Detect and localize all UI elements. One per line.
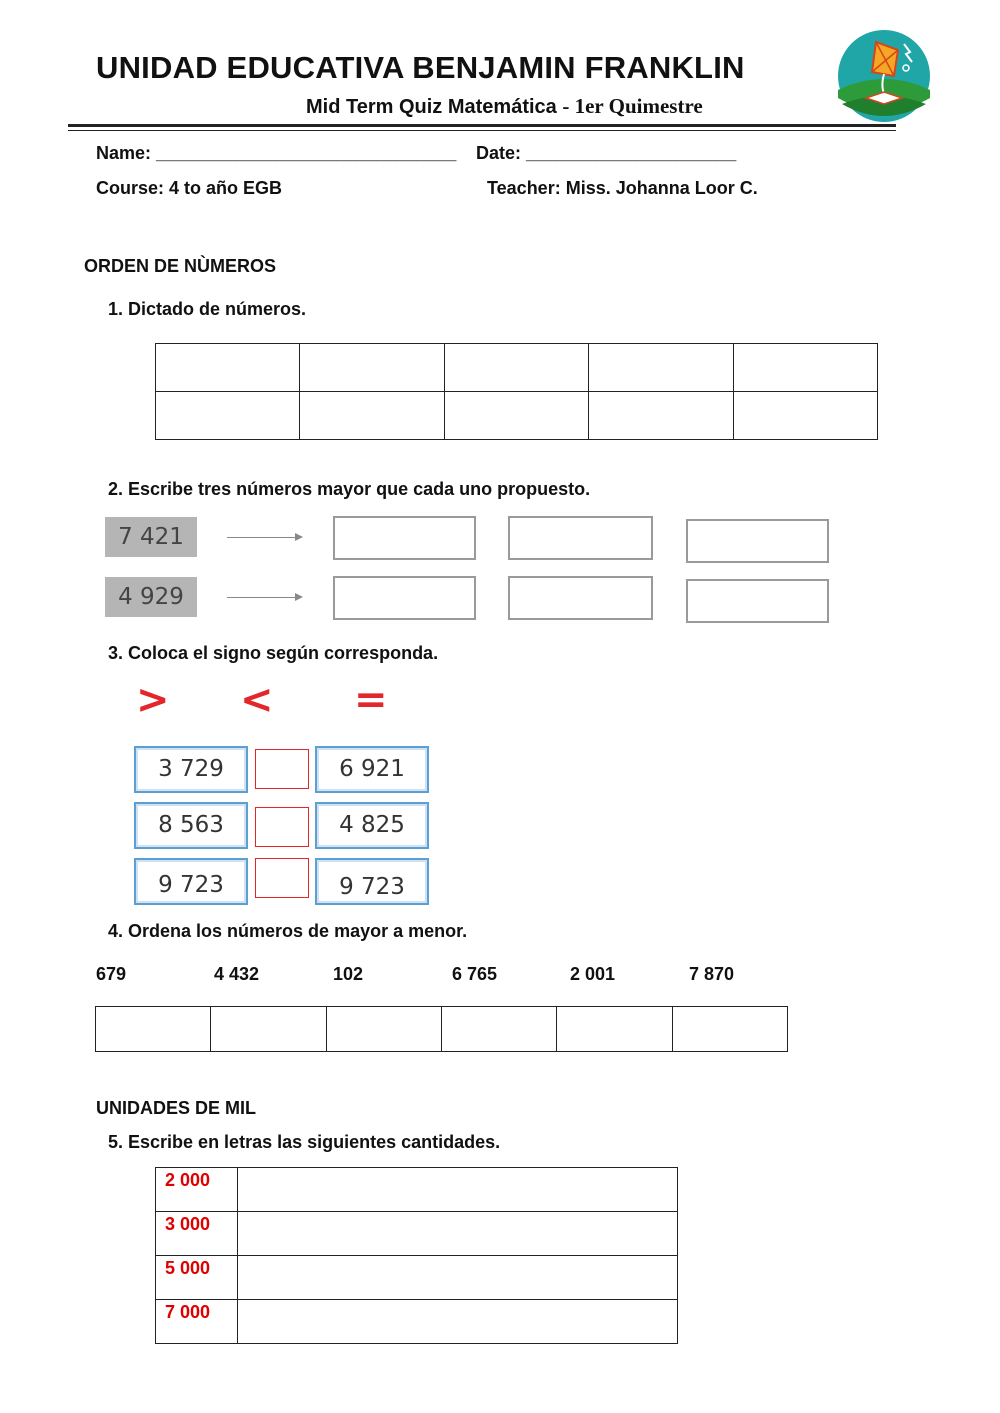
course-label: Course: 4 to año EGB xyxy=(96,178,283,198)
amount-cell: 7 000 xyxy=(156,1300,238,1344)
header-rule-thick xyxy=(68,124,896,127)
order-number: 2 001 xyxy=(570,964,616,984)
compare-left-number: 9 723 xyxy=(134,858,248,905)
sign-answer-box[interactable] xyxy=(255,807,309,847)
words-answer-cell[interactable] xyxy=(238,1256,678,1300)
quiz-title-text: Mid Term Quiz Matemática xyxy=(306,96,557,118)
dictation-table xyxy=(155,343,878,440)
question-1-label: 1. Dictado de números. xyxy=(108,299,307,319)
sign-answer-box[interactable] xyxy=(255,858,309,898)
dictation-cell[interactable] xyxy=(733,344,877,392)
question-5-label: 5. Escribe en letras las siguientes cantidades. xyxy=(108,1132,501,1152)
less-than-sign: < xyxy=(240,677,274,723)
dictation-cell[interactable] xyxy=(589,344,733,392)
order-answer-cell[interactable] xyxy=(211,1007,326,1052)
order-number: 102 xyxy=(333,964,364,984)
dictation-cell[interactable] xyxy=(444,392,588,440)
compare-left-number: 3 729 xyxy=(134,746,248,793)
question-2-label: 2. Escribe tres números mayor que cada uno propuesto. xyxy=(108,479,591,499)
dictation-cell[interactable] xyxy=(300,344,444,392)
equals-sign: = xyxy=(354,677,388,723)
dictation-cell[interactable] xyxy=(156,392,300,440)
teacher-label: Teacher: Miss. Johanna Loor C. xyxy=(487,178,758,198)
given-number: 7 421 xyxy=(105,517,197,557)
order-number: 6 765 xyxy=(452,964,498,984)
school-logo-icon xyxy=(836,28,932,124)
sign-answer-box[interactable] xyxy=(255,749,309,789)
order-number: 4 432 xyxy=(214,964,260,984)
given-number: 4 929 xyxy=(105,577,197,617)
compare-left-number: 8 563 xyxy=(134,802,248,849)
header-rule-thin xyxy=(68,130,896,131)
section-unidades-de-mil: UNIDADES DE MIL xyxy=(96,1098,257,1118)
answer-box[interactable] xyxy=(686,579,829,623)
answer-box[interactable] xyxy=(686,519,829,563)
question-3-label: 3. Coloca el signo según corresponda. xyxy=(108,643,439,663)
arrow-right-icon xyxy=(227,597,301,598)
dictation-cell[interactable] xyxy=(300,392,444,440)
name-field[interactable]: Name: ______________________________ xyxy=(96,143,457,163)
dictation-cell[interactable] xyxy=(156,344,300,392)
answer-box[interactable] xyxy=(508,516,653,560)
greater-than-sign: > xyxy=(136,677,170,723)
dictation-cell[interactable] xyxy=(589,392,733,440)
dictation-cell[interactable] xyxy=(733,392,877,440)
amount-words-table xyxy=(155,1167,678,1344)
amount-cell: 2 000 xyxy=(156,1168,238,1212)
compare-right-number: 6 921 xyxy=(315,746,429,793)
words-answer-cell[interactable] xyxy=(238,1168,678,1212)
date-field[interactable]: Date: _____________________ xyxy=(476,143,737,163)
order-answer-cell[interactable] xyxy=(441,1007,556,1052)
quiz-title xyxy=(306,94,703,119)
order-answer-cell[interactable] xyxy=(326,1007,441,1052)
answer-box[interactable] xyxy=(508,576,653,620)
answer-box[interactable] xyxy=(333,576,476,620)
quiz-term: - 1er Quimestre xyxy=(562,94,703,118)
amount-cell: 3 000 xyxy=(156,1212,238,1256)
question-4-label: 4. Ordena los números de mayor a menor. xyxy=(108,921,468,941)
words-answer-cell[interactable] xyxy=(238,1212,678,1256)
compare-right-number: 4 825 xyxy=(315,802,429,849)
school-name: UNIDAD EDUCATIVA BENJAMIN FRANKLIN xyxy=(96,50,745,85)
section-orden-numeros: ORDEN DE NÙMEROS xyxy=(84,256,277,276)
order-answer-table xyxy=(95,1006,788,1052)
words-answer-cell[interactable] xyxy=(238,1300,678,1344)
order-number: 7 870 xyxy=(689,964,735,984)
order-number: 679 xyxy=(96,964,127,984)
dictation-cell[interactable] xyxy=(444,344,588,392)
answer-box[interactable] xyxy=(333,516,476,560)
amount-cell: 5 000 xyxy=(156,1256,238,1300)
order-answer-cell[interactable] xyxy=(96,1007,211,1052)
compare-right-number: 9 723 xyxy=(315,858,429,905)
order-answer-cell[interactable] xyxy=(672,1007,787,1052)
order-answer-cell[interactable] xyxy=(557,1007,672,1052)
arrow-right-icon xyxy=(227,537,301,538)
